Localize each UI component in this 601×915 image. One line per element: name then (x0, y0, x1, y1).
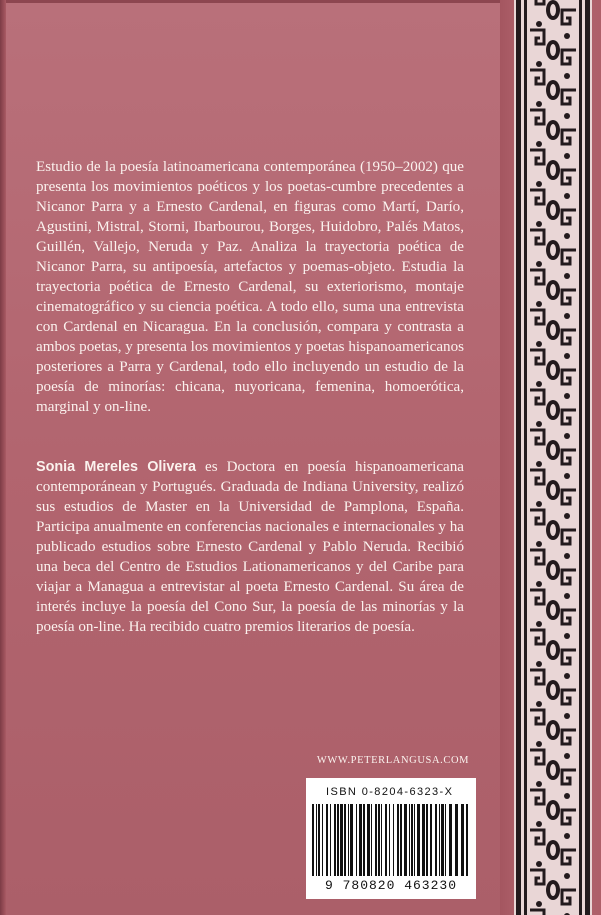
left-edge (0, 0, 6, 915)
ornamental-border (514, 0, 592, 915)
author-bio (36, 457, 464, 637)
author-name: Sonia Mereles Olivera (36, 459, 197, 475)
publisher-url: WWW.PETERLANGUSA.COM (316, 755, 470, 766)
ean-digits: 9 780820 463230 (324, 878, 458, 893)
barcode-panel (306, 778, 476, 899)
isbn-label: ISBN 0-8204-6323-X (326, 786, 454, 798)
barcode (310, 804, 472, 878)
author-bio-text: es Doctora en poesía hispanoamericana contemporánean y Portugués. Graduada de Indiana University, realizó sus estudios de Master en la Universidad de Pamplona, España. Participa anualmente en conferencias nacionales e internacionales y ha publicado estudios sobre Ernesto Cardenal y Pablo Neruda. Recibió una beca del Centro de Estudios Lationamericanos y del Caribe para viajar a Managua a entrevistar al poeta Ernesto Cardenal. Su área de interés incluye la poesía del Cono Sur, la poesía de las minorías y la poesía on-line. Ha recibido cuatro premios literarios de poesía. (36, 459, 465, 635)
book-description: Estudio de la poesía latinoamericana contemporánea (1950–2002) que presenta los movimientos poéticos y los poetas-cumbre precedentes a Nicanor Parra y a Ernesto Cardenal, en figuras como Martí, Darío, Agustini, Mistral, Storni, Ibarbourou, Borges, Huidobro, Palés Matos, Guillén, Vallejo, Neruda y Paz. Analiza la trayectoria poética de Nicanor Parra, su antipoesía, artefactos y poemas-objeto. Estudia la trayectoria poética de Ernesto Cardenal, su exteriorismo, montaje cinematográfico y su ciencia poética. A todo ello, suma una entrevista con Cardenal en Nicaragua. En la conclusión, compara y contrasta a ambos poetas, y presenta los movimientos y poetas hispanoamericanos posteriores a Parra y Cardenal, todo ello incluyendo un estudio de la poesía de minorías: chicana, nuyoricana, femenina, homoerótica, marginal y on-line. (36, 159, 464, 415)
